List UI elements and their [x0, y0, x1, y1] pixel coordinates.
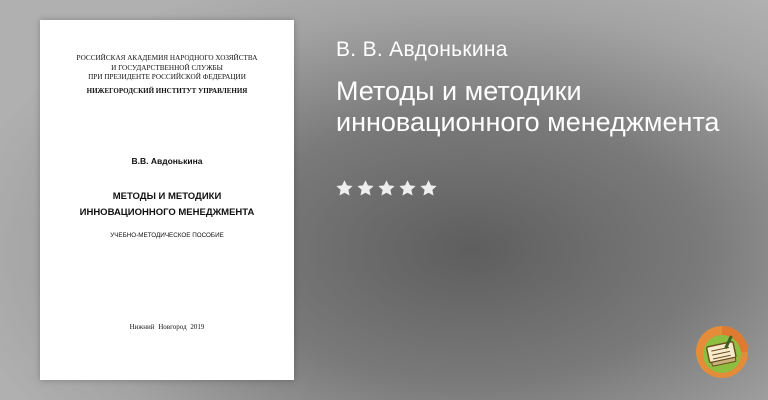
cover-org-line: ПРИ ПРЕЗИДЕНТЕ РОССИЙСКОЙ ФЕДЕРАЦИИ: [88, 73, 246, 82]
cover-subtitle: УЧЕБНО-МЕТОДИЧЕСКОЕ ПОСОБИЕ: [110, 232, 224, 239]
star-icon: [377, 179, 396, 198]
cover-institute: НИЖЕГОРОДСКИЙ ИНСТИТУТ УПРАВЛЕНИЯ: [86, 87, 248, 95]
book-cover[interactable]: [40, 20, 294, 380]
cover-title: [60, 189, 274, 221]
star-icon: [335, 179, 354, 198]
cover-organization: [40, 54, 294, 83]
cover-title-line: ИННОВАЦИОННОГО МЕНЕДЖМЕНТА: [79, 207, 255, 218]
cover-author: В.В. Авдонькина: [131, 156, 203, 166]
rating-stars: [335, 179, 438, 198]
star-icon: [398, 179, 417, 198]
star-icon: [356, 179, 375, 198]
cover-city-year: Нижний Новгород 2019: [129, 323, 205, 331]
cover-title-line: МЕТОДЫ И МЕТОДИКИ: [112, 191, 222, 202]
book-title: Методы и методики инновационного менеджмента: [336, 76, 720, 137]
cover-org-line: РОССИЙСКАЯ АКАДЕМИЯ НАРОДНОГО ХОЗЯЙСТВА: [76, 54, 258, 62]
star-icon: [419, 179, 438, 198]
cover-org-line: И ГОСУДАРСТВЕННОЙ СЛУЖБЫ: [111, 63, 223, 72]
book-author[interactable]: В. В. Авдонькина: [336, 38, 508, 61]
book-logo-icon[interactable]: [695, 325, 749, 379]
